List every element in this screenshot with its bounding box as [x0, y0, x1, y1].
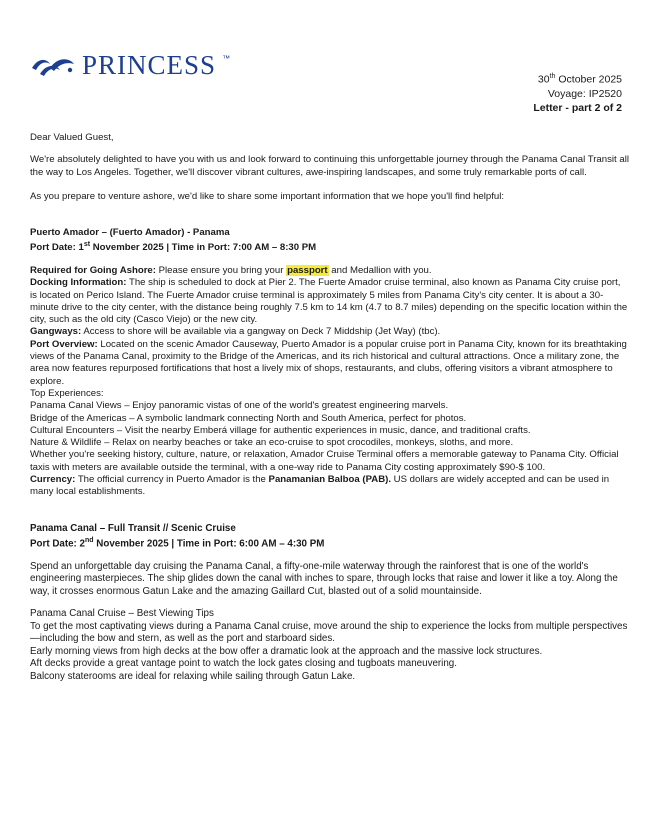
canal-intro: Spend an unforgettable day cruising the Panama Canal, a fifty-one-mile waterway through the rainforest that is one of the world's engineering masterpieces. The ship glides down the canal with inches to spare, through locks that raise and lower it like a toy. Along the way, it crosses enormous Gatun Lake and the amazing Gaillard Cut, blasted out of a solid mountainside. — [30, 560, 618, 597]
viewing-tip: To get the most captivating views during a Panama Canal cruise, move around the ship to experience the locks from multiple perspectives—including the bow and stern, as well as the port and starboard sides. — [30, 620, 628, 645]
intro-paragraph: We're absolutely delighted to have you with us and look forward to continuing this unforgettable journey through the Panama Canal Transit all the way to Los Angeles. Together, we'll discover vibrant cultures, awe-inspiring landscapes, and some truly remarkable ports of call. — [30, 154, 629, 178]
letter-part: Letter - part 2 of 2 — [533, 101, 622, 114]
letter-date: 30th October 2025 — [537, 73, 622, 86]
top-experiences-label: Top Experiences: — [30, 387, 104, 399]
sea-witch-wave-icon — [30, 54, 76, 78]
viewing-tip: Balcony staterooms are ideal for relaxing while sailing through Gatun Lake. — [30, 670, 356, 682]
salutation: Dear Valued Guest, — [30, 132, 114, 143]
experience-item: Bridge of the Americas – A symbolic landmark connecting North and South America, perfect for photos. — [30, 412, 467, 424]
experience-item: Nature & Wildlife – Relax on nearby beaches or take an eco-cruise to spot crocodiles, monkeys, sloths, and more. — [30, 437, 514, 449]
port-date: Port Date: 2nd November 2025 | Time in Port: 6:00 AM – 4:30 PM — [30, 537, 325, 550]
gangways-info: Gangways: Access to shore will be available via a gangway on Deck 7 Middship (Jet Way) (tbc). — [30, 326, 441, 338]
letter-body — [30, 132, 630, 683]
requirements-line: Required for Going Ashore: Please ensure you bring your passport and Medallion with you. — [30, 264, 432, 276]
port-overview: Port Overview: Located on the scenic Amador Causeway, Puerto Amador is a popular cruise port in Panama City, known for its breathtaking views of the Panama Canal, proximity to the Bridge of the Americas, and its rich historical and cultural attractions. Once a military zone, the area now features repurposed fortifications that host a lively mix of shops, restaurants, and clubs, offering visitors a vibrant atmosphere to explore. — [30, 338, 627, 387]
letter-meta — [533, 70, 622, 115]
passport-highlight: passport — [287, 264, 328, 276]
closing-paragraph: Whether you're seeking history, culture, nature, or relaxation, Amador Cruise Terminal offers a memorable gateway to Panama City. Official taxis with meters are available outside the terminal, with a one-way ride to Panama City costing approximately $90-$ 100. — [30, 449, 619, 473]
port-date: Port Date: 1st November 2025 | Time in Port: 7:00 AM – 8:30 PM — [30, 241, 317, 254]
intro-paragraph-2: As you prepare to venture ashore, we'd like to share some important information that we hope you'll find helpful: — [30, 190, 505, 202]
viewing-tip: Early morning views from high decks at the bow offer a dramatic look at the approach and the massive lock structures. — [30, 645, 543, 657]
docking-info: Docking Information: The ship is scheduled to dock at Pier 2. The Fuerte Amador cruise terminal, also known as Panama City cruise port, is located on Perico Island. The Fuerte Amador cruise terminal is approximately 5 miles from Panama City's city center. It is about a 30-minute drive to the city center, with the distance being roughly 7.5 km to 14 km (4.7 to 8.7 miles) depending on the specific location within the city, such as the old city (Casco Viejo) or the new city. — [30, 277, 628, 326]
port-section-panama-canal — [30, 523, 630, 684]
experience-item: Panama Canal Views – Enjoy panoramic vistas of one of the world's greatest engineering marvels. — [30, 400, 449, 412]
voyage-number: Voyage: IP2520 — [547, 87, 622, 100]
viewing-tips-label: Panama Canal Cruise – Best Viewing Tips — [30, 608, 214, 620]
viewing-tip: Aft decks provide a great vantage point to watch the lock gates closing and tugboats maneuvering. — [30, 658, 457, 670]
experience-item: Cultural Encounters – Visit the nearby Emberá village for authentic experiences in music, dance, and traditional crafts. — [30, 424, 531, 436]
princess-logo — [30, 50, 230, 81]
logo-wordmark: PRINCESS — [82, 50, 217, 80]
port-title: Panama Canal – Full Transit // Scenic Cruise — [30, 522, 236, 534]
trademark-mark: ™ — [222, 54, 231, 63]
currency-info: Currency: The official currency in Puerto Amador is the Panamanian Balboa (PAB). US dollars are widely accepted and can be used in many local establishments. — [30, 474, 610, 498]
port-title: Puerto Amador – (Fuerto Amador) - Panama — [30, 227, 230, 239]
port-section-puerto-amador — [30, 227, 630, 498]
